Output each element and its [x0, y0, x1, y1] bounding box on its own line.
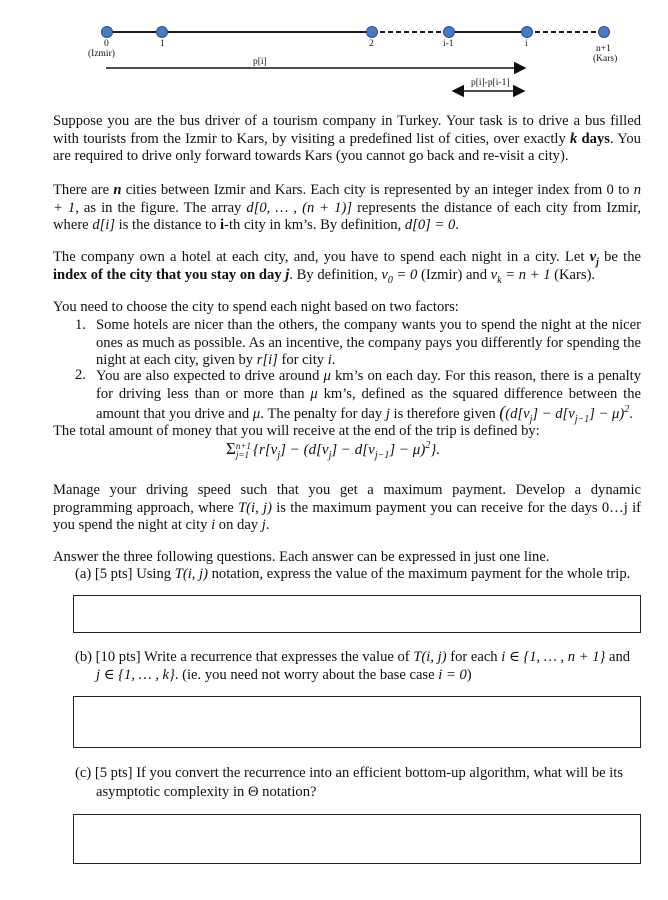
city-node-i [522, 27, 533, 38]
factor-2-number: 2. [75, 367, 86, 383]
label-city-i: i [525, 39, 528, 49]
cities-paragraph: There are n cities between Izmir and Kars. Each city is represented by an integer index from 0 to n + 1, as in the figure. The array d[0, … , (n + 1)] represents the distance of each city from Izmir, where d[i] is the distance to i-th city in km’s. By definition, d[0] = 0. [53, 182, 642, 233]
total-intro: The total amount of money that you will receive at the end of the trip is defined by: [53, 423, 540, 439]
city-node-1 [157, 27, 168, 38]
total-formula: Σn+1 j=1 $\{r[v_j] - (d[v_j] - d[v_{j-1}] - \mu)^2\}$. [226, 439, 441, 461]
city-node-n-plus-1 [599, 27, 610, 38]
city-node-0 [102, 27, 113, 38]
question-a: (a) [5 pts] Using T(i, j) notation, express the value of the maximum payment for the whole trip. [75, 566, 631, 582]
intro-paragraph: Suppose you are the bus driver of a tourism company in Turkey. Your task is to drive a bus filled with tourists from the Izmir to Kars, by visiting a predefined list of cities, over exactly k days. You are required to drive only forward towards Kars (you cannot go back and re-visit a city). [53, 113, 641, 164]
question-c-line1: (c) [5 pts] If you convert the recurrence into an efficient bottom-up algorithm, what will be its [75, 765, 624, 781]
answer-box-b[interactable] [73, 696, 641, 748]
label-p-diff: p[i]-p[i-1] [471, 78, 510, 88]
questions-intro: Answer the three following questions. Each answer can be expressed in just one line. [53, 549, 550, 565]
hotel-paragraph: The company own a hotel at each city, and, you have to spend each night in a city. Let $v_j$ be the index of the city that you stay on day j. By definition, $v_0 = 0$ (Izmir) and $v_k = n + 1$ (Kars). [53, 249, 641, 286]
label-city-0: 0 [104, 39, 109, 49]
label-izmir: (Izmir) [88, 49, 115, 59]
factor-1-number: 1. [75, 317, 86, 333]
question-c-line2: asymptotic complexity in Θ notation? [96, 784, 317, 800]
label-kars: (Kars) [593, 54, 618, 64]
label-city-n-plus-1: n+1 [596, 44, 611, 54]
label-city-i-minus-1: i-1 [443, 39, 454, 49]
question-b-line2: j ∈ {1, … , k}. (ie. you need not worry about the base case i = 0) [96, 667, 472, 683]
answer-box-c[interactable] [73, 814, 641, 864]
answer-box-a[interactable] [73, 595, 641, 633]
factors-intro: You need to choose the city to spend each night based on two factors: [53, 299, 459, 315]
city-node-2 [367, 27, 378, 38]
label-p-i: p[i] [253, 57, 267, 67]
city-route-figure [0, 0, 668, 110]
dp-paragraph: Manage your driving speed such that you get a maximum payment. Develop a dynamic programming approach, where T(i, j) is the maximum payment you can receive for the days 0…j if you spend the night at city i on day j. [53, 482, 641, 533]
factor-1-text: Some hotels are nicer than the others, the company wants you to spend the night at the nicer ones as much as possible. As an incentive, the company pays you differently for spending the night at each city, given by r[i] for city i. [96, 317, 641, 368]
factor-2-text: You are also expected to drive around μ km’s on each day. For this reason, there is a penalty for driving less than or more than μ km’s, defined as the squared difference between the amount that you drive and μ. The penalty for day j is therefore given ($(d[v_j] - d[v_{j-1}] - \mu)^2$. [96, 368, 642, 425]
label-city-1: 1 [160, 39, 165, 49]
question-b-line1: (b) [10 pts] Write a recurrence that expresses the value of T(i, j) for each i ∈ {1, … , n + 1} and [75, 649, 631, 665]
city-node-i-minus-1 [444, 27, 455, 38]
label-city-2: 2 [369, 39, 374, 49]
